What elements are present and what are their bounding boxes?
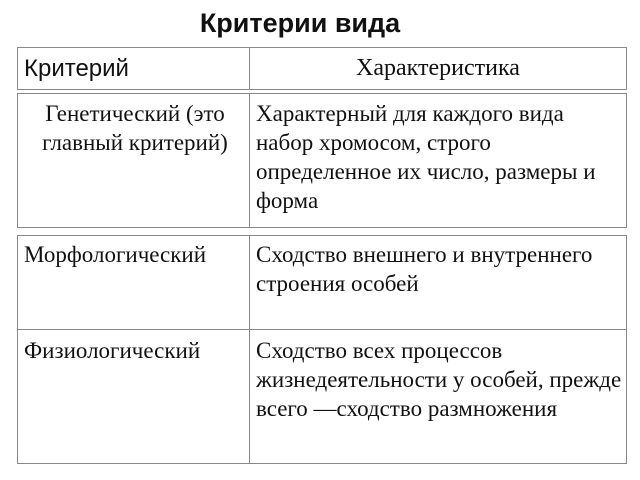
table-row-genetic <box>17 93 627 228</box>
criterion-cell: Генетический (это главный критерий) <box>42 101 228 155</box>
table-rows-lower <box>17 235 627 464</box>
description-cell: Сходство внешнего и внутреннего строения особей <box>256 242 593 296</box>
description-cell: Характерный для каждого вида набор хромосом, строго определенное их число, размеры и форма <box>256 101 596 213</box>
header-criterion: Критерий <box>24 55 129 82</box>
page-title: Критерии вида <box>199 8 401 38</box>
row-divider <box>18 329 626 330</box>
description-cell: Сходство всех процессов жизнедеятельности у особей, прежде всего —сходство размножения <box>256 338 622 421</box>
criterion-cell: Физиологический <box>24 338 201 363</box>
criterion-cell: Морфологический <box>24 242 207 267</box>
header-characteristic: Характеристика <box>356 55 520 81</box>
column-divider <box>249 236 250 463</box>
table-header <box>17 47 627 90</box>
column-divider <box>249 94 250 227</box>
